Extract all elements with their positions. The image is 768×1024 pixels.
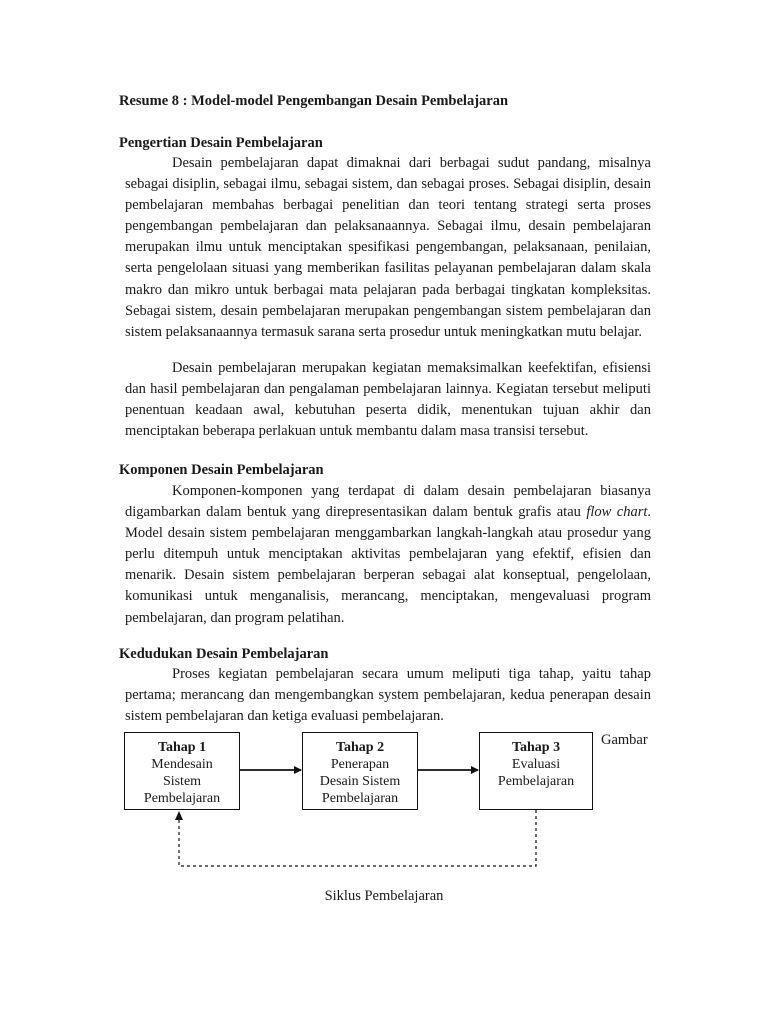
stage-1-title: Tahap 1: [157, 740, 207, 755]
stage-1-line-3: Pembelajaran: [143, 791, 221, 806]
stage-3-title: Tahap 3: [511, 740, 561, 755]
stage-box-3: [479, 732, 593, 810]
paragraph-pengertian-2: Desain pembelajaran merupakan kegiatan memaksimalkan keefektifan, efisiensi dan hasil pembelajaran dan pengalaman pembelajaran lainnya. Kegiatan tersebut meliputi penentuan keadaan awal, kebutuhan peserta didik, menentukan tujuan akhir dan menciptakan beberapa perlakuan untuk membantu dalam masa transisi tersebut.: [125, 360, 651, 440]
section-heading-komponen: Komponen Desain Pembelajaran: [119, 462, 324, 478]
stage-box-1: [124, 732, 240, 810]
figure-label: Gambar: [601, 732, 648, 748]
stage-2-line-2: Desain Sistem: [319, 774, 401, 789]
stage-2-title: Tahap 2: [335, 740, 385, 755]
stage-3-line-2: Pembelajaran: [497, 774, 575, 789]
document-title: Resume 8 : Model-model Pengembangan Desain Pembelajaran: [119, 93, 509, 109]
stage-1-line-2: Sistem: [162, 774, 202, 789]
paragraph-komponen: [125, 481, 651, 629]
feedback-arrowhead: [175, 811, 183, 820]
paragraph-pengertian-1: Desain pembelajaran dapat dimaknai dari berbagai sudut pandang, misalnya sebagai disiplin, sebagai ilmu, sebagai sistem, dan sebagai proses. Sebagai disiplin, desain pembelajaran membahas berbagai penelitian dan teori tentang strategi serta proses pengembangan pembelajaran dan pelaksanaannya. Sebagai ilmu, desain pembelajaran merupakan ilmu untuk menciptakan spesifikasi pengembangan, pelaksanaan, penilaian, serta pengelolaan situasi yang memberikan fasilitas pelayanan pembelajaran dalam skala makro dan mikro untuk berbagai mata pelajaran pada berbagai tingkatan kompleksitas. Sebagai sistem, desain pembelajaran merupakan pengembangan sistem pembelajaran dan sistem pelaksanaannya termasuk sarana serta prosedur untuk meningkatkan mutu belajar.: [125, 155, 651, 340]
section-heading-pengertian: Pengertian Desain Pembelajaran: [119, 135, 323, 151]
paragraph-komponen-italic: flow chart: [586, 504, 648, 521]
stage-3-line-1: Evaluasi: [511, 757, 561, 772]
stage-2-line-3: Pembelajaran: [321, 791, 399, 806]
stage-box-2: [302, 732, 418, 810]
paragraph-kedudukan: Proses kegiatan pembelajaran secara umum meliputi tiga tahap, yaitu tahap pertama; merancang dan mengembangkan system pembelajaran, kedua penerapan desain sistem pembelajaran dan ketiga evaluasi pembelajaran.: [125, 666, 651, 725]
figure-caption: Siklus Pembelajaran: [324, 888, 444, 904]
paragraph-komponen-text-1: Komponen-komponen yang terdapat di dalam desain pembelajaran biasanya digambarkan dalam bentuk yang direpresentasikan dalam bentuk grafis atau: [125, 483, 651, 521]
paragraph-komponen-text-2: . Model desain sistem pembelajaran menggambarkan langkah-langkah atau prosedur yang perlu ditempuh untuk menciptakan aktivitas pembelajaran yang efektif, efisien dan menarik. Desain sistem pembelajaran berperan sebagai alat konseptual, pengelolaan, komunikasi untuk menganalisis, merancang, menciptakan, mengevaluasi program pembelajaran, dan program pelatihan.: [125, 504, 651, 626]
feedback-loop-dashed: [179, 810, 536, 866]
section-heading-kedudukan: Kedudukan Desain Pembelajaran: [119, 646, 329, 662]
stage-1-line-1: Mendesain: [151, 757, 213, 772]
stage-2-line-1: Penerapan: [330, 757, 390, 772]
